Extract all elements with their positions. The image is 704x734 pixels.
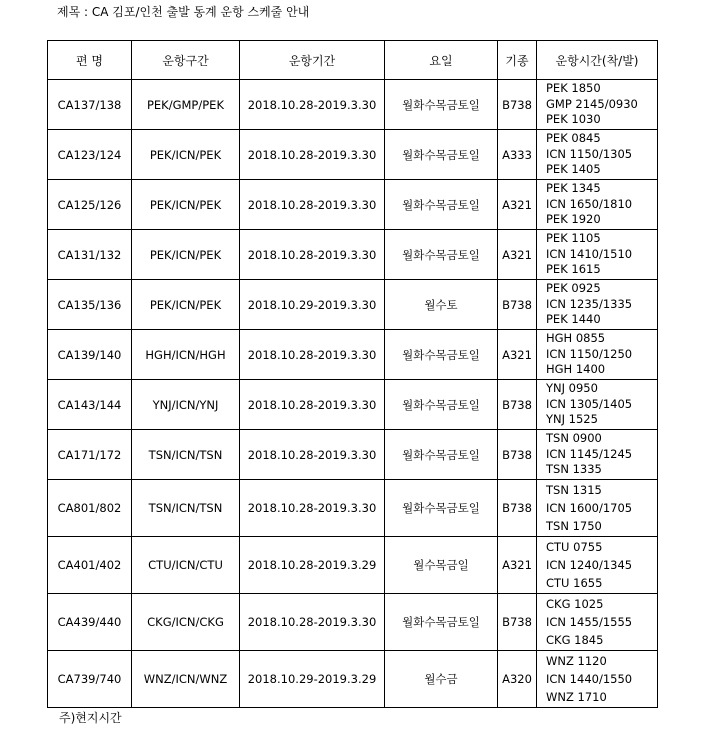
time-line: ICN 1455/1555	[546, 615, 633, 629]
table-row	[48, 594, 658, 651]
days-cell: 월화수목금토일	[385, 380, 498, 430]
aircraft-cell: A321	[498, 180, 537, 230]
header-period: 운항기간	[240, 41, 385, 80]
time-line: ICN 1440/1550	[546, 672, 633, 686]
time-line: PEK 1030	[546, 112, 601, 127]
header-route: 운항구간	[132, 41, 240, 80]
table-body	[48, 80, 658, 708]
days-cell: 월화수목금토일	[385, 480, 498, 537]
header-flight: 편 명	[48, 41, 132, 80]
days-cell: 월화수목금토일	[385, 230, 498, 280]
aircraft-cell: B738	[498, 80, 537, 130]
aircraft-cell: B738	[498, 280, 537, 330]
table-row	[48, 380, 658, 430]
footnote: 주)현지시간	[59, 711, 122, 725]
period-cell: 2018.10.28-2019.3.30	[240, 480, 385, 537]
route-cell: PEK/GMP/PEK	[132, 80, 240, 130]
route-cell: PEK/ICN/PEK	[132, 130, 240, 180]
time-line: CTU 0755	[546, 540, 603, 554]
time-line: PEK 1105	[546, 231, 601, 246]
route-cell: CKG/ICN/CKG	[132, 594, 240, 651]
time-line: TSN 1335	[546, 462, 602, 477]
days-cell: 월화수목금토일	[385, 180, 498, 230]
time-line: PEK 1615	[546, 262, 601, 277]
aircraft-cell: A321	[498, 230, 537, 280]
aircraft-cell: B738	[498, 380, 537, 430]
times-cell	[537, 594, 658, 651]
time-line: WNZ 1120	[546, 654, 607, 668]
time-line: HGH 0855	[546, 331, 606, 346]
time-line: ICN 1650/1810	[546, 196, 633, 211]
times-cell	[537, 180, 658, 230]
flight-number-cell: CA137/138	[48, 80, 132, 130]
flight-number-cell: CA439/440	[48, 594, 132, 651]
route-cell: YNJ/ICN/YNJ	[132, 380, 240, 430]
period-cell: 2018.10.28-2019.3.30	[240, 130, 385, 180]
aircraft-cell: B738	[498, 430, 537, 480]
days-cell: 월수토	[385, 280, 498, 330]
time-line: TSN 1315	[546, 483, 602, 497]
table-row	[48, 651, 658, 708]
table-row	[48, 480, 658, 537]
time-line: TSN 1750	[546, 519, 602, 533]
days-cell: 월화수목금토일	[385, 330, 498, 380]
flight-number-cell: CA139/140	[48, 330, 132, 380]
table-row	[48, 330, 658, 380]
route-cell: PEK/ICN/PEK	[132, 280, 240, 330]
table-header-row	[48, 41, 658, 80]
time-line: PEK 1920	[546, 212, 601, 227]
flight-schedule-table	[47, 40, 658, 708]
time-line: PEK 1345	[546, 181, 601, 196]
times-cell	[537, 230, 658, 280]
flight-number-cell: CA123/124	[48, 130, 132, 180]
time-line: PEK 0925	[546, 281, 601, 296]
time-line: HGH 1400	[546, 362, 606, 377]
header-days: 요일	[385, 41, 498, 80]
table-row	[48, 180, 658, 230]
time-line: TSN 0900	[546, 431, 602, 446]
route-cell: HGH/ICN/HGH	[132, 330, 240, 380]
route-cell: TSN/ICN/TSN	[132, 480, 240, 537]
flight-number-cell: CA143/144	[48, 380, 132, 430]
period-cell: 2018.10.28-2019.3.30	[240, 380, 385, 430]
days-cell: 월화수목금토일	[385, 594, 498, 651]
aircraft-cell: A333	[498, 130, 537, 180]
period-cell: 2018.10.28-2019.3.30	[240, 180, 385, 230]
times-cell	[537, 537, 658, 594]
route-cell: WNZ/ICN/WNZ	[132, 651, 240, 708]
aircraft-cell: A321	[498, 537, 537, 594]
times-cell	[537, 430, 658, 480]
times-cell	[537, 380, 658, 430]
period-cell: 2018.10.28-2019.3.30	[240, 80, 385, 130]
route-cell: TSN/ICN/TSN	[132, 430, 240, 480]
flight-number-cell: CA801/802	[48, 480, 132, 537]
flight-number-cell: CA171/172	[48, 430, 132, 480]
route-cell: CTU/ICN/CTU	[132, 537, 240, 594]
aircraft-cell: A320	[498, 651, 537, 708]
time-line: PEK 1405	[546, 162, 601, 177]
time-line: ICN 1150/1250	[546, 346, 633, 361]
table-row	[48, 130, 658, 180]
times-cell	[537, 80, 658, 130]
header-times: 운항시간(착/발)	[537, 41, 658, 80]
time-line: CKG 1845	[546, 633, 604, 647]
table-row	[48, 537, 658, 594]
header-aircraft: 기종	[498, 41, 537, 80]
time-line: YNJ 1525	[546, 412, 598, 427]
period-cell: 2018.10.29-2019.3.29	[240, 651, 385, 708]
time-line: ICN 1235/1335	[546, 296, 633, 311]
route-cell: PEK/ICN/PEK	[132, 180, 240, 230]
period-cell: 2018.10.28-2019.3.29	[240, 537, 385, 594]
route-cell: PEK/ICN/PEK	[132, 230, 240, 280]
table-row	[48, 80, 658, 130]
table-row	[48, 430, 658, 480]
table-row	[48, 280, 658, 330]
time-line: WNZ 1710	[546, 690, 607, 704]
time-line: ICN 1145/1245	[546, 446, 633, 461]
table-row	[48, 230, 658, 280]
aircraft-cell: A321	[498, 330, 537, 380]
time-line: ICN 1410/1510	[546, 246, 633, 261]
period-cell: 2018.10.28-2019.3.30	[240, 230, 385, 280]
time-line: PEK 1440	[546, 312, 601, 327]
flight-number-cell: CA739/740	[48, 651, 132, 708]
times-cell	[537, 330, 658, 380]
flight-number-cell: CA135/136	[48, 280, 132, 330]
period-cell: 2018.10.28-2019.3.30	[240, 430, 385, 480]
flight-number-cell: CA401/402	[48, 537, 132, 594]
days-cell: 월화수목금토일	[385, 430, 498, 480]
times-cell	[537, 480, 658, 537]
time-line: CKG 1025	[546, 597, 604, 611]
time-line: YNJ 0950	[546, 381, 598, 396]
time-line: GMP 2145/0930	[546, 96, 638, 111]
time-line: ICN 1305/1405	[546, 396, 633, 411]
time-line: PEK 0845	[546, 131, 601, 146]
times-cell	[537, 130, 658, 180]
time-line: ICN 1240/1345	[546, 558, 633, 572]
days-cell: 월화수목금토일	[385, 130, 498, 180]
period-cell: 2018.10.28-2019.3.30	[240, 594, 385, 651]
days-cell: 월수금	[385, 651, 498, 708]
time-line: ICN 1150/1305	[546, 146, 633, 161]
time-line: ICN 1600/1705	[546, 501, 633, 515]
time-line: PEK 1850	[546, 81, 601, 96]
flight-number-cell: CA131/132	[48, 230, 132, 280]
days-cell: 월수목금일	[385, 537, 498, 594]
period-cell: 2018.10.28-2019.3.30	[240, 330, 385, 380]
aircraft-cell: B738	[498, 594, 537, 651]
period-cell: 2018.10.29-2019.3.30	[240, 280, 385, 330]
times-cell	[537, 651, 658, 708]
days-cell: 월화수목금토일	[385, 80, 498, 130]
document-title: 제목 : CA 김포/인천 출발 동계 운항 스케줄 안내	[57, 5, 310, 19]
aircraft-cell: B738	[498, 480, 537, 537]
flight-number-cell: CA125/126	[48, 180, 132, 230]
time-line: CTU 1655	[546, 576, 603, 590]
times-cell	[537, 280, 658, 330]
